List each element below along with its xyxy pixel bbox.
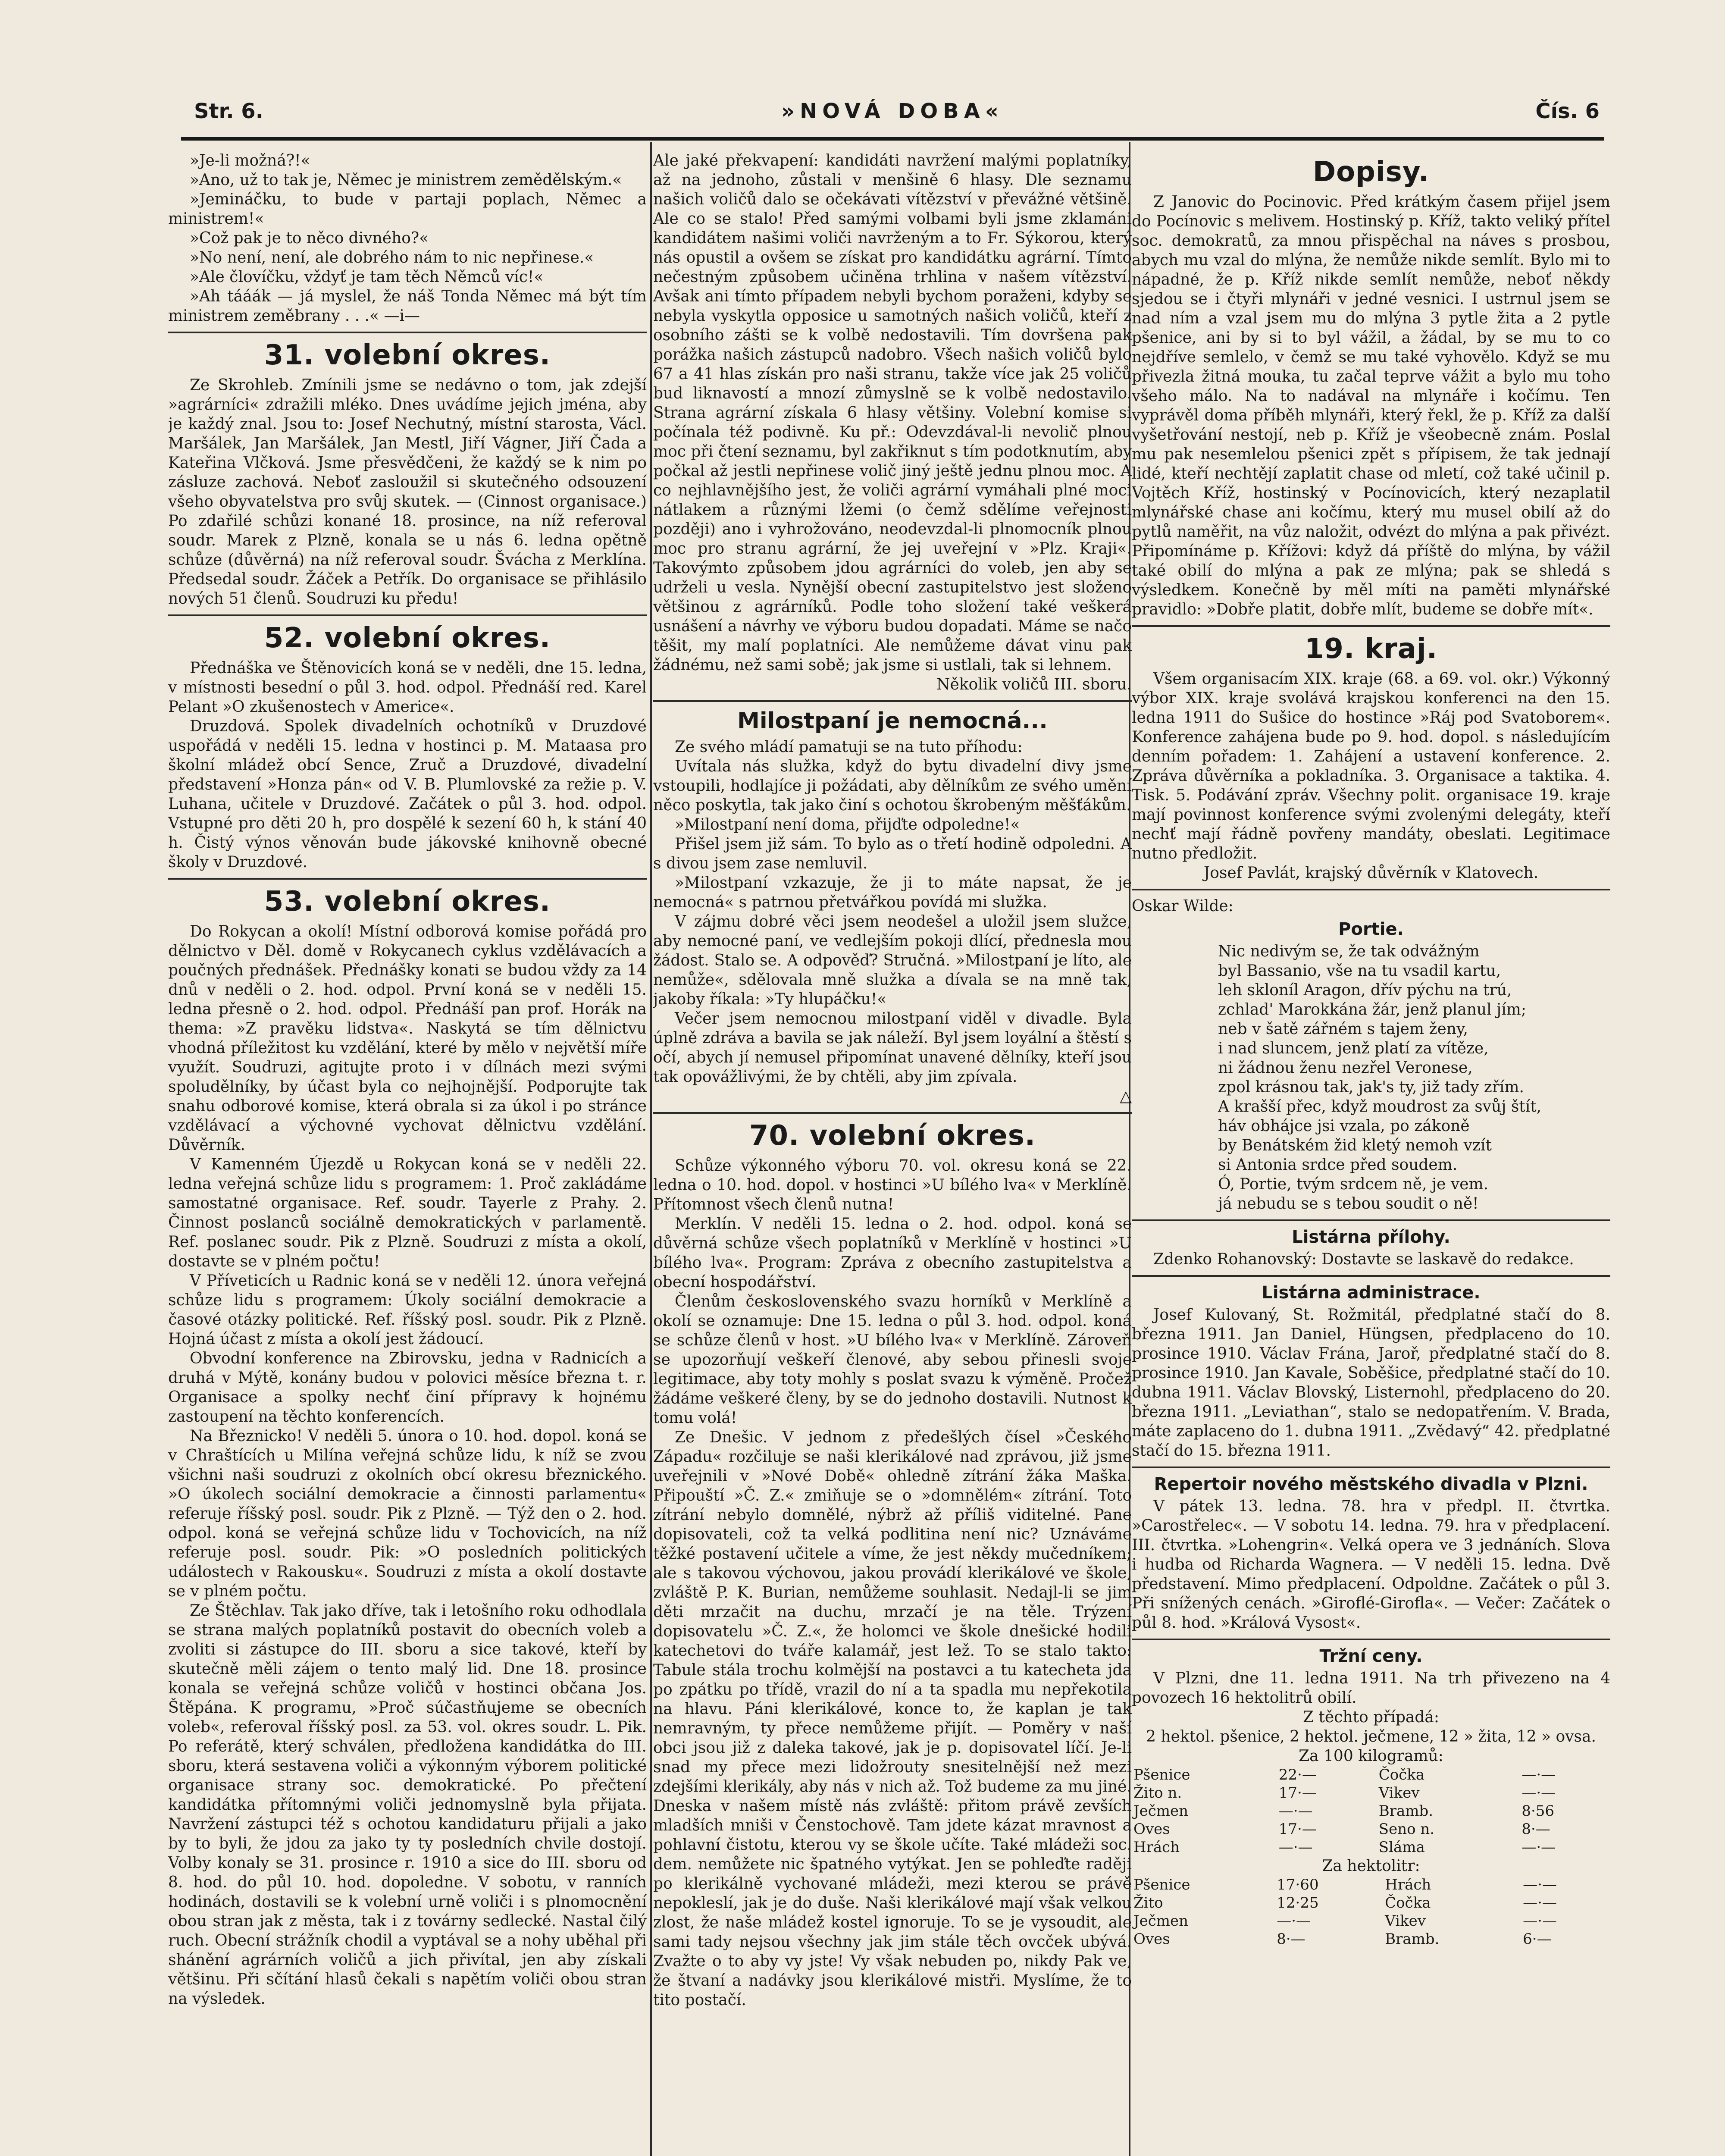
table-cell: 17·60 (1277, 1876, 1319, 1893)
table-cell: —·— (1523, 1894, 1557, 1912)
verse-line: si Antonia srdce před soudem. (1218, 1156, 1458, 1174)
section-heading-31: 31. volební okres. (264, 339, 551, 371)
price-table-hl (1132, 1876, 1610, 1948)
masthead: »NOVÁ DOBA« (781, 99, 1004, 123)
section-heading-70: 70. volební okres. (749, 1120, 1036, 1152)
section-heading-listarna-prilohy: Listárna přílohy. (1292, 1227, 1450, 1247)
article-paragraph: V pátek 13. ledna. 78. hra v předpl. II. čtvrtka. »Carostřelec«. — V sobotu 14. ledna. 79. hra v předplacení. III. čtvrtka. »Lohengrin«. Velká opera ve 3 jednáních. Slova i hudba od Richarda Wagnera. — V neděli 15. ledna. Dvě představení. Mimo předplacení. Odpoldne. Začátek o půl 3. Při snížených cenách. »Giroflé-Girofla«. — Večer: Začátek o půl 8. hod. »Králová Vysost«. (1132, 1498, 1610, 1632)
dialogue-line: »Ah tááák — já myslel, že náš Tonda Němec má být tím ministrem zeměbrany . . .« —i— (168, 288, 647, 325)
dialogue-line: »Je-li možná?!« (190, 152, 310, 169)
table-cell: Ječmen (1133, 1802, 1189, 1820)
column-2 (653, 151, 1132, 2156)
table-cell: 8·— (1522, 1821, 1550, 1838)
table-cell: Pšenice (1133, 1876, 1190, 1893)
market-unit-heading: Za 100 kilogramů: (1299, 1747, 1443, 1765)
article-paragraph: Josef Kulovaný, St. Rožmitál, předplatné stačí do 8. března 1911. Jan Daniel, Hüngsen, předplaceno do 10. prosince 1910. Václav Frána, Jaroř, předplatné stačí do 8. prosince 1910. Jan Kavale, Soběšice, předplatné stačí do 10. dubna 1911. Václav Blovský, Listernohl, předplaceno do 20. března 1911. „Leviathan“, stalo se nedopatřením. V. Brada, máte zaplaceno do 1. dubna 1911. „Zvědavý“ 42. předplatné stačí do 15. března 1911. (1132, 1306, 1610, 1460)
article-paragraph: Zdenko Rohanovský: Dostavte se laskavě do redakce. (1153, 1250, 1574, 1268)
intro-dialogue (168, 151, 647, 326)
table-cell: Seno n. (1378, 1821, 1435, 1838)
table-row (1132, 1820, 1610, 1838)
section-heading-52: 52. volební okres. (264, 622, 551, 654)
verse-line: zpol krásnou tak, jak's ty, již tady zřím. (1218, 1078, 1524, 1096)
table-cell: —·— (1522, 1839, 1556, 1856)
dialogue-line: »No není, není, ale dobrého nám to nic nepřinese.« (190, 249, 594, 266)
poem-author: Oskar Wilde: (1132, 897, 1233, 915)
verse-line: byl Bassanio, vše na tu vsadil kartu, (1218, 962, 1501, 980)
article-paragraph: Na Březnicko! V neděli 5. února o 10. hod. dopol. koná se v Chraštících u Milína veřejná schůze lidu, k níž se zvou všichni naši soudruzi z okolních obcí okresu březnického. »O úkolech sociální demokracie a činnosti parlamentu« referuje říšský posl. soudr. Pik z Plzně. — Týž den o 2. hod. odpol. koná se veřejná schůze lidu v Tochovicích, na níž referuje posl. soudr. Pik: »O posledních politických událostech v Rakousku«. Soudruzi z místa a okolí dostavte se v plném počtu. (168, 1427, 647, 1600)
market-subheading: Z těchto případá: (1302, 1708, 1440, 1726)
section-rule (1132, 1275, 1610, 1277)
article-paragraph: Ze Skrohleb. Zmínili jsme se nedávno o tom, jak zdejší »agrárníci« zdražili mléko. Dnes uvádíme jejich jména, aby je každý znal. Jsou to: Josef Nechutný, místní starosta, Václ. Maršálek, Jan Maršálek, Jan Mestl, Jiří Vágner, Jiří Čada a Kateřina Vlčková. Jsme přesvědčeni, že každý se k nim po zásluze zachová. Neboť zasloužil si skutečného odsouzení všeho obyvatelstva pro svůj skutek. — (Cinnost organisace.) Po zdařilé schůzi konané 18. prosince, na níž referoval soudr. Marek z Plzně, konala se u nás 6. ledna opětně schůze (důvěrná) na níž referoval soudr. Švácha z Merklína. Předsedal soudr. Žáček a Petřík. Do organisace se přihlásilo nových 51 členů. Soudruzi ku předu! (168, 376, 647, 608)
article-paragraph: V Plzni, dne 11. ledna 1911. Na trh přivezeno na 4 povozech 16 hektolitrů obilí. (1132, 1670, 1610, 1707)
section-heading-dopisy: Dopisy. (1312, 156, 1430, 188)
page-header (181, 96, 1604, 130)
section-heading-listarna-administrace: Listárna administrace. (1262, 1283, 1481, 1303)
price-table-kg (1132, 1766, 1610, 1856)
table-cell: Vikev (1385, 1912, 1426, 1930)
table-cell: Žito (1133, 1894, 1163, 1912)
article-title-milostpani: Milostpaní je nemocná... (737, 708, 1048, 734)
verse-line: ni žádnou ženu nezřel Veronese, (1218, 1059, 1473, 1077)
verse-line: háv obhájce jsi vzala, po zákoně (1218, 1117, 1470, 1135)
verse-line: by Benátském žid kletý nemoh vzít (1218, 1137, 1492, 1154)
market-summary: 2 hektol. pšenice, 2 hektol. ječmene, 12 » žita, 12 » ovsa. (1146, 1728, 1596, 1745)
market-unit-heading: Za hektolitr: (1322, 1857, 1420, 1875)
table-cell: Bramb. (1378, 1802, 1434, 1820)
table-cell: —·— (1523, 1876, 1557, 1893)
article-paragraph: »Milostpaní není doma, přijďte odpoledne!« (675, 816, 1020, 834)
section-rule (1132, 1219, 1610, 1221)
article-paragraph: Všem organisacím XIX. kraje (68. a 69. vol. okr.) Výkonný výbor XIX. kraje svolává krajskou konferenci na den 15. ledna 1911 do Sušice do hostince »Ráj pod Svatoborem«. Konference zahájena bude po 9. hod. dopol. s následujícím denním pořadem: 1. Zahájení a ustavení konference. 2. Zpráva důvěrníka a pokladníka. 3. Organisace a taktika. 4. Tisk. 5. Podávání zpráv. Všechny polit. organisace 19. kraje mají povinnost konference svými zvolenými delegáty, kteří nechť mají řádně povřeny mandáty, obeslati. Legitimace nutno předložit. (1132, 670, 1610, 862)
table-cell: 8·56 (1522, 1802, 1555, 1820)
article-paragraph: Obvodní konference na Zbirovsku, jedna v Radnicích a druhá v Mýtě, konány budou v polovici měsíce března t. r. Organisace a spolky nechť činí přípravy k hojnému zastoupení na těchto konferencích. (168, 1350, 647, 1426)
section-heading-19-kraj: 19. kraj. (1304, 633, 1438, 665)
article-paragraph: Ze svého mládí pamatuji se na tuto příhodu: (675, 738, 1023, 756)
section-heading-trzni-ceny: Tržní ceny. (1319, 1646, 1423, 1666)
table-cell: Hrách (1385, 1876, 1431, 1893)
verse-line: zchlad' Marokkána žár, jenž planul jím; (1218, 1001, 1526, 1018)
dialogue-line: »Ano, už to tak je, Němec je ministrem zemědělským.« (190, 171, 622, 189)
table-cell: —·— (1522, 1766, 1556, 1783)
table-cell: 17·— (1278, 1784, 1317, 1802)
article-paragraph: Uvítala nás služka, když do bytu divadelní divy jsme vstoupili, hodlajíce ji požádati, aby dělníkům ze svého umění něco poskytla, tak jako činí s ochotou škrobeným měšťákům. (653, 758, 1132, 814)
section-rule (1132, 625, 1610, 627)
article-paragraph: Členům československého svazu horníků v Merklíně a okolí se oznamuje: Dne 15. ledna o půl 3. hod. odpol. koná se schůze členů v host. »U bílého lva« v Merklíně. Zároveň se upozorňují veškeří členové, aby sebou přinesli svoje legitimace, aby toty mohly s poslat svazu k výměně. Pročež žádáme veškeré členy, by se do jednoho dostavili. Nutnost k tomu volá! (653, 1293, 1132, 1427)
table-row (1132, 1876, 1610, 1894)
article-paragraph: Ze Štěchlav. Tak jako dříve, tak i letošního roku odhodlala se strana malých poplatníků postavit do obecních voleb a zvoliti si zástupce do III. sboru a sice takové, kteří by skutečně měli zájem o tento malý lid. Dne 18. prosince konala se veřejná schůze voličů v hostinci občana Jos. Štěpána. K programu, »Proč súčastňujeme se obecních voleb«, referoval říšský posl. za 53. vol. okres soudr. L. Pik. Po referátě, který schválen, předložena kandidátka do III. sboru, která sestavena voliči a výkonným výborem politické organisace strany soc. demokratické. Po přečtení kandidátka přítomnými voliči jednomyslně byla přijata. Navržení zástupci též s ochotou kandidaturu přijali a jako by to byli, že jdou za jako ty ty posledních chvile dostojí. Volby konaly se 31. prosince r. 1910 a sice do III. sboru od 8. hod. do půl 10. hod. dopoledne. V sobotu, v ranních hodinách, dostavili se k volební urně voliči i s plnomocnění obou stran jak z města, tak i z továrny sedlecké. Nastal čilý ruch. Obecní strážník chodil a vyptával se a nohy uběhal při shánění agrárních voličů a jich přivítal, jen aby získali většinu. Při sčítání hlasů čekali s napětím voliči obou stran na výsledek. (168, 1602, 647, 2008)
issue-number: Čís. 6 (1535, 99, 1600, 123)
dialogue-line: »Jemináčku, to bude v partaji poplach, Němec a ministrem!« (168, 191, 647, 228)
table-cell: —·— (1278, 1802, 1313, 1820)
verse-line: Ó, Portie, tvým srdcem ně, je vem. (1218, 1175, 1489, 1193)
section-rule (653, 1112, 1132, 1114)
table-row (1132, 1894, 1610, 1912)
article-signature: Několik voličů III. sboru. (936, 676, 1132, 693)
table-cell: Oves (1133, 1930, 1170, 1948)
verse-line: já nebudu se s tebou soudit o ně! (1218, 1195, 1479, 1213)
table-cell: 17·— (1278, 1821, 1317, 1838)
article-paragraph: V Příveticích u Radnic koná se v neděli 12. února veřejná schůze lidu s programem: Úkoly sociální demokracie a časové otázky politické. Ref. říšský posl. soudr. Pik z Plzně. Hojná účast z místa a okolí jest žádoucí. (168, 1272, 647, 1348)
table-row (1132, 1930, 1610, 1948)
section-rule (168, 332, 647, 333)
table-row (1132, 1766, 1610, 1784)
table-row (1132, 1784, 1610, 1802)
table-cell: Žito n. (1133, 1784, 1182, 1802)
section-rule (1132, 1639, 1610, 1640)
article-paragraph: Přišel jsem již sám. To bylo as o třetí hodině odpoledni. A s divou jsem zase nemluvil. (653, 835, 1132, 872)
table-cell: Čočka (1378, 1766, 1425, 1783)
verse-line: Nic nedivým se, že tak odvážným (1218, 943, 1480, 960)
section-rule (168, 878, 647, 880)
verse-line: leh skloníl Aragon, dřív pýchu na trú, (1218, 981, 1512, 999)
verse-line: A krašší přec, když moudrost za svůj štít, (1218, 1098, 1542, 1116)
article-paragraph: V zájmu dobré věci jsem neodešel a uložil jsem služce, aby nemocné paní, ve vedlejším pokoji dlící, přednesla mou žádost. Stalo se. A odpověď? Stručná. »Milostpaní je líto, ale nemůže«, sdělovala mně služka a dívala se na mně tak, jakoby říkala: »Ty hlupáčku!« (653, 913, 1132, 1008)
table-cell: Bramb. (1385, 1930, 1440, 1948)
poem-title: Portie. (1338, 919, 1404, 939)
dialogue-line: »Což pak je to něco divného?« (190, 229, 429, 247)
table-cell: —·— (1278, 1839, 1313, 1856)
verse-line: neb v šatě zářném s tajem ženy, (1218, 1020, 1468, 1038)
article-signature: Josef Pavlát, krajský důvěrník v Klatovech. (1203, 864, 1539, 882)
column-divider (650, 142, 652, 2156)
section-heading-53: 53. volební okres. (264, 886, 551, 918)
article-paragraph: Večer jsem nemocnou milostpaní viděl v divadle. Byla úplně zdráva a bavila se jak náleží. Byl jsem loyální a štěstí s očí, abych jí nemusel připomínat unavené dělníky, kteří jsou tak opovážlivými, že by chtěli, aby jim zpívala. (653, 1010, 1132, 1086)
table-row (1132, 1802, 1610, 1820)
section-heading-repertoir: Repertoir nového městského divadla v Plzni. (1154, 1474, 1588, 1494)
table-cell: 22·— (1278, 1766, 1317, 1783)
section-rule (1132, 1467, 1610, 1468)
article-paragraph: Do Rokycan a okolí! Místní odborová komise pořádá pro dělnictvo v Děl. domě v Rokycanech cyklus vzdělávacích a poučných přednášek. Přednášky konati se budou vždy za 14 dnů v neděli o 2. hod. odpol. První koná se v neděli 15. ledna přesně o 2. hod. odpol. Přednáší pan prof. Horák na thema: »Z pravěku lidstva«. Naskytá se tím dělnictvu vhodná příležitost ku vzdělání, které by mělo v největší míře využít. Soudruzi, agitujte proto i v dílnách mezi svými spoludělníky, by účast byla co nejhojnější. Podporujte tak snahu odborové komise, která obrala si za úkol i po stránce vzdělávací a výchovné vychovat dělnictvu vzdělání. Důvěrník. (168, 923, 647, 1154)
table-cell: Ječmen (1133, 1912, 1189, 1930)
triangle-mark: △ (1120, 1087, 1132, 1105)
column-3 (1132, 151, 1610, 2156)
table-cell: Hrách (1133, 1839, 1180, 1856)
column-1 (168, 151, 647, 2156)
table-row (1132, 1912, 1610, 1930)
article-paragraph: Ze Dnešic. V jednom z předešlých čísel »Českého Západu« rozčiluje se naši klerikálové nad zprávou, již jsme uveřejnili v »Nové Době« ohledně zítrání žáka Maška. Připouští »Č. Z.« zmiňuje se o »domnělém« zítrání. Toto zítrání nebylo domnělé, nýbrž až příliš viditelné. Pane dopisovateli, což ta velká podlitina není nic? Uznáváme těžké postavení učitele a víme, že jest někdy mučedníkem; ale s takovou výchovou, jakou provádí klerikálové ve škole, zvláště P. K. Burian, nemůžeme souhlasit. Nedajl-li se jim děti mrzačit na duchu, mrzačí je na těle. Trýzení dopisovatelu »Č. Z.«, že holomci ve škole dnešické hodili katechetovi do tváře kalamář, jest lež. To se stalo takto: Tabule stála trochu kolmější na postavci a tu katecheta jda po zpátku po třídě, vrazil do ní a ta spadla mu nepřekotila na hlavu. Páni klerikálové, konce to, že kaplan je tak nemravným, ty přece nemůžeme přijít. — Poměry v naší obci jsou již z daleka takové, jak je p. dopisovatel líčí. Je-li snad my přece mezi lidožrouty snesitelnější než mezi zdejšími klerikály, aby nás v nich až. Tož budeme za mu jiné. Dneska v našem místě nás zvláště: přitom právě zevších mladších mniši v Čenstochově. Tam jdete kázat mravnost a pohlavní čistotu, kterou vy se škole učíte. Také mládeži soc. dem. nemůžete nic špatného vytýkat. Jen se pohleďte raději po klerikálně vychované mládeži, mezi kterou se právě nepokleslí, jak je do duše. Naši klerikálové mají však velkou zlost, že naše mládež kostel ignoruje. To se je vysoudit, ale sami tady nejsou všechny jak jim stále těch ovcček ubývá. Zvažte o to aby vy jste! Vy však nebuden po, nikdy Pak ve, že štvaní a nadávky jsou klerikálové mistři. Myslíme, že to tito postačí. (653, 1429, 1132, 2009)
article-paragraph: Merklín. V neděli 15. ledna o 2. hod. odpol. koná se důvěrná schůze všech poplatníků v Merklíně v hostinci »U bílého lva«. Program: Zpráva z obecního zastupitelstva a obecní hospodářství. (653, 1215, 1132, 1291)
table-cell: Sláma (1378, 1839, 1425, 1856)
page-number: Str. 6. (194, 99, 263, 123)
article-paragraph: Z Janovic do Pocinovic. Před krátkým časem přijel jsem do Pocínovic s melivem. Hostinský p. Kříž, takto veliký přítel soc. demokratů, za mnou přispěchal na náves s prosbou, abych mu vzal do mlýna, že nemůže nikde semlít. Bylo mi to nápadné, že p. Kříž nikde semlít nemůže, neboť někdy sjedou se i čtyři mlynáři v jedné vesnici. I ustrnul jsem se nad ním a vzal jsem mu do mlýna 3 pytle žita a 2 pytle pšenice, ani by si to byl vážil, a žádal, by se mu to co nejdříve semlelo, v čemž se mu také vyhovělo. Když se mu přivezla žitná mouka, tu začal teprve vážit a bylo mu toho všeho málo. Na to nadával na mlynáře i kočímu. Ten vyprávěl doma příběh mlynáři, který řekl, že p. Kříž za další vyšetřování nestojí, neb p. Kříž je všeobecně znám. Poslal mu pak nesemlelou pšenici zpět s přípisem, že tak jednají lidé, kteří nechtějí zaplatit chase od mletí, což také učinil p. Vojtěch Kříž, hostinský v Pocínovicích, který nezaplatil mlynářské chase ani kočímu, který mu musel obilí až do pytlů naměřit, na vůz naložit, odvézt do mlýna a pak přivézt. Připomínáme p. Křížovi: když dá příště do mlýna, by vážil také obilí do mlýna a pak ze mlýna; pak se shledá s výsledkem. Konečně by měl míti na paměti mlynářské pravidlo: »Dobře platit, dobře mlít, budeme se dobře mít«. (1132, 193, 1610, 618)
article-paragraph: Ale jaké překvapení: kandidáti navržení malými poplatníky, až na jednoho, zůstali v menšině 6 hlasy. Dle seznamu našich voličů dalo se očekávati vítězství v převážné většině. Ale co se stalo! Před samými volbami byli jsme zklamáni kandidátem našimi voliči navrženým a to Fr. Sýkorou, který nás opustil a ovšem se získat pro kandidátku agrární. Tímto nečestným způsobem učiněna trhlina v našem vítězství. Avšak ani tímto případem nebyli bychom poraženi, kdyby se nebyla vyskytla opposice u samotných našich voličů, kteří z osobního zášti se k volbě nedostavili. Tím dovršena pak porážka našich zástupců nadobro. Všech našich voličů bylo 67 a 41 hlas získán pro naši stranu, takže více jak 25 voličů bud liknavostí a mnozí zůmyslně se k volbě nedostavilo. Strana agrární získala 6 hlasy většiny. Volební komise si počínala též podivně. Ku př.: Odevzdával-li nevolič plnou moc při čtení seznamu, byl zakřiknut s tím podotknutím, aby počkal až jestli nepřinese volič jiný ještě jednu plnou moc. A co nejhlavnějšího jest, že voliči agrární vymáhali plné moci nátlakem a různými lžemi (o čemž sdělíme veřejnosti později) ano i vyhrožováno, neodevzdal-li plnomocník plnou moc pro stranu agrární, že jej uveřejní v »Plz. Kraji«. Takovýmto způsobem jdou agrárníci do voleb, jen aby se udrželi u vesla. Nynější obecní zastupitelstvo jest složeno většinou z agrárníků. Podle toho složení také veškerá usnášení a návrhy ve výboru budou dopadati. Máme se načo těšit, my malí poplatníci. Ale nemůžeme dávat vinu pak žádnému, než sami sobě; jak jsme si ustlali, tak si lehnem. (653, 152, 1132, 674)
table-cell: Pšenice (1133, 1766, 1190, 1783)
article-paragraph: Přednáška ve Štěnovicích koná se v neděli, dne 15. ledna, v místnosti besední o půl 3. hod. odpol. Přednáší red. Karel Pelant »O zkušenostech v Americe«. (168, 659, 647, 716)
article-paragraph: »Milostpaní vzkazuje, že ji to máte napsat, že je nemocná« s patrnou přetvářkou povídá mi služka. (653, 874, 1132, 911)
table-cell: —·— (1523, 1912, 1557, 1930)
article-paragraph: V Kamenném Újezdě u Rokycan koná se v neděli 22. ledna veřejná schůze lidu s programem: 1. Proč zakládáme samostatné organisace. Ref. soudr. Tayerle z Prahy. 2. Činnost poslanců sociálně demokratických v parlamentě. Ref. poslanec soudr. Pik z Plzně. Soudruzi z místa a okolí, dostavte se v plném počtu! (168, 1156, 647, 1270)
table-cell: —·— (1522, 1784, 1556, 1802)
dialogue-line: »Ale človíčku, vždyť je tam těch Němců víc!« (190, 268, 544, 286)
section-rule (168, 614, 647, 616)
section-rule (653, 700, 1132, 702)
article-paragraph: Schůze výkonného výboru 70. vol. okresu koná se 22. ledna o 10. hod. dopol. v hostinci »U bílého lva« v Merklíně. Přítomnost všech členů nutna! (653, 1157, 1132, 1213)
table-cell: Čočka (1385, 1894, 1431, 1912)
table-cell: 12·25 (1277, 1894, 1319, 1912)
header-rule (181, 137, 1604, 141)
verse-line: i nad sluncem, jenž platí za vítěze, (1218, 1040, 1489, 1057)
table-cell: —·— (1277, 1912, 1311, 1930)
section-rule (1132, 889, 1610, 890)
table-cell: Vikev (1378, 1784, 1420, 1802)
table-cell: Oves (1133, 1821, 1170, 1838)
table-cell: 8·— (1277, 1930, 1305, 1948)
table-row (1132, 1838, 1610, 1856)
table-cell: 6·— (1523, 1930, 1552, 1948)
article-paragraph: Druzdová. Spolek divadelních ochotníků v Druzdové uspořádá v neděli 15. ledna v hostinci p. M. Mataasa pro školní mládež obcí Sence, Zruč a Druzdové, divadelní představení »Honza pán« od V. B. Plumlovské za režie p. V. Luhana, učitele v Druzdové. Začátek o půl 3. hod. odpol. Vstupné pro děti 20 h, pro dospělé k sezení 60 h, k stání 40 h. Čistý výnos věnován bude jákovské knihovně obecné školy v Druzdové. (168, 718, 647, 871)
